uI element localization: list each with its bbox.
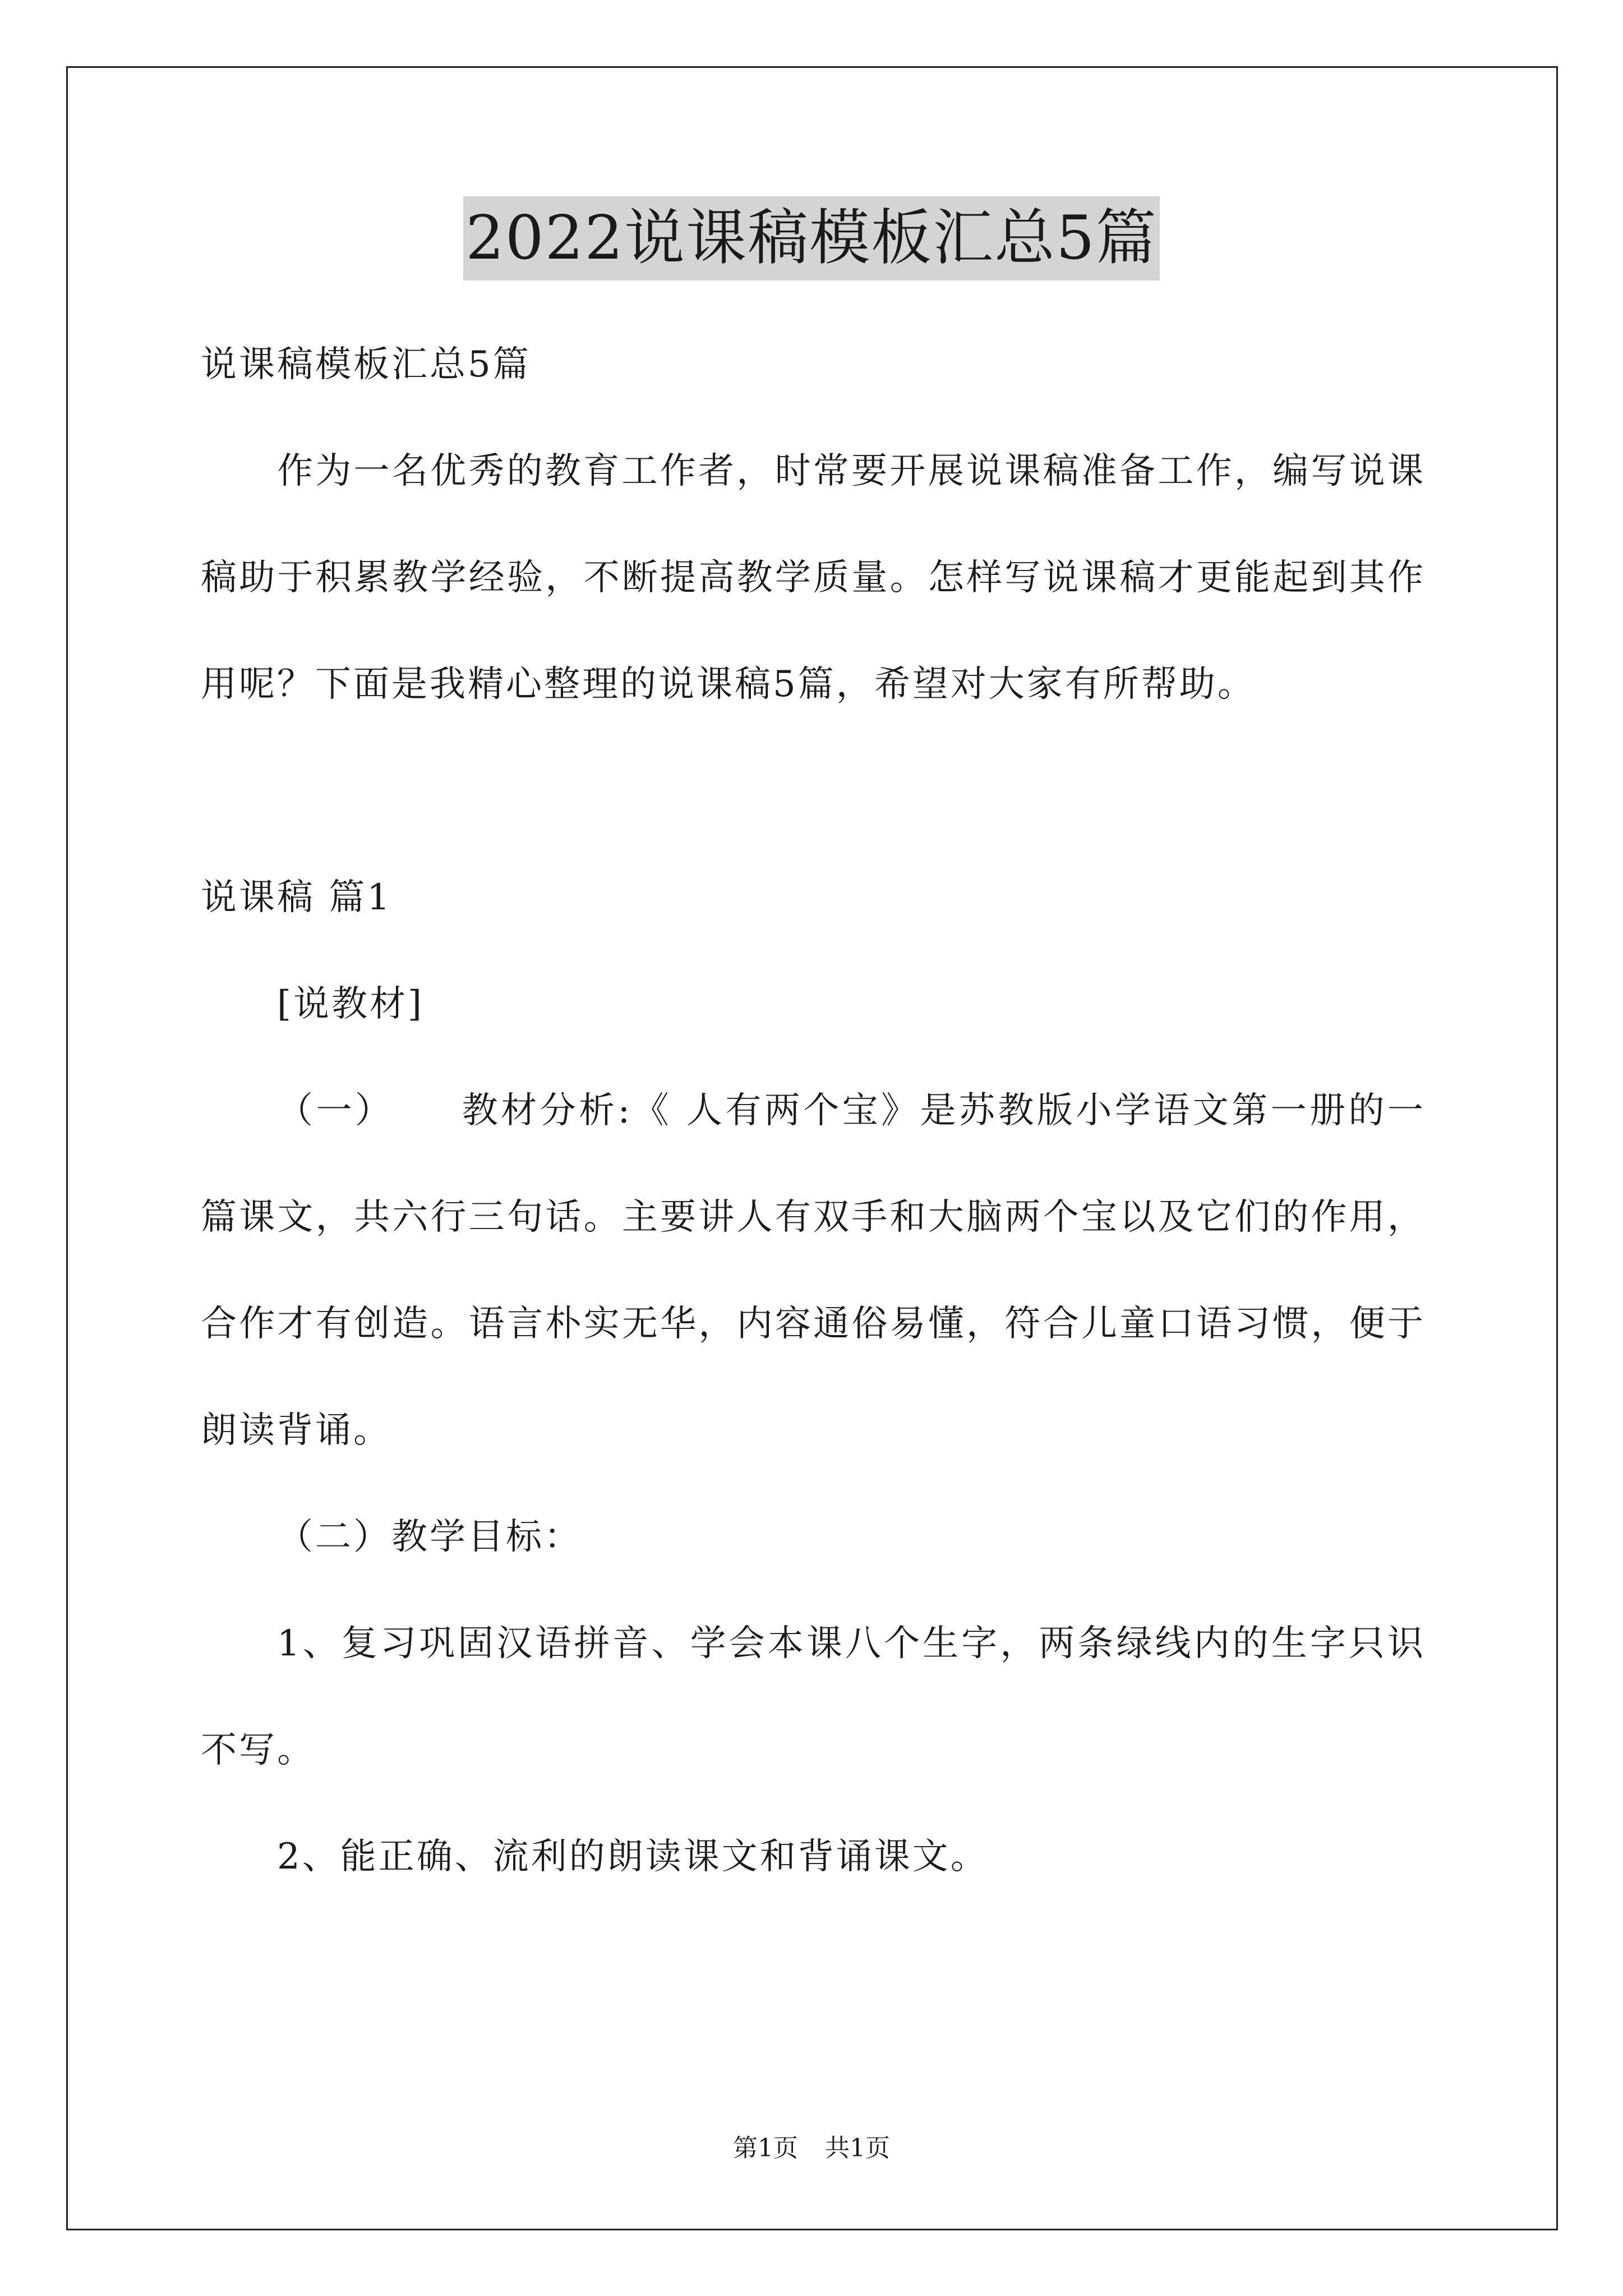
item-text: 教材分析:《 人有两个宝》是苏教版小学语文第一册的一篇课文，共六行三句话。主要讲人有双手和大脑两个宝以及它们的作用，合作才有创造。语言朴实无华，内容通俗易懂，符合儿童口语习惯，便于朗读背诵。	[201, 1090, 1426, 1451]
material-analysis-paragraph	[201, 1057, 1426, 1484]
document-title: 2022说课稿模板汇总5篇	[463, 196, 1160, 280]
subsection-heading: [说教材]	[277, 983, 424, 1025]
objectives-heading: （二）教学目标：	[277, 1516, 582, 1558]
subtitle-paragraph: 说课稿模板汇总5篇	[201, 344, 531, 385]
item-number: （一）	[277, 1090, 394, 1131]
objective-item: 1、复习巩固汉语拼音、学会本课八个生字，两条绿线内的生字只识不写。	[201, 1623, 1426, 1771]
page-footer	[0, 2132, 1623, 2165]
document-body	[201, 311, 1426, 1910]
section-heading: 说课稿 篇1	[201, 877, 393, 918]
page-total: 共1页	[825, 2134, 890, 2162]
page-number: 第1页	[733, 2134, 798, 2162]
title-block	[0, 196, 1623, 280]
objective-item: 2、能正确、流利的朗读课文和背诵课文。	[277, 1836, 989, 1878]
intro-paragraph: 作为一名优秀的教育工作者，时常要开展说课稿准备工作，编写说课稿助于积累教学经验，不断提高教学质量。怎样写说课稿才更能起到其作用呢？下面是我精心整理的说课稿5篇，希望对大家有所帮助。	[201, 450, 1426, 705]
